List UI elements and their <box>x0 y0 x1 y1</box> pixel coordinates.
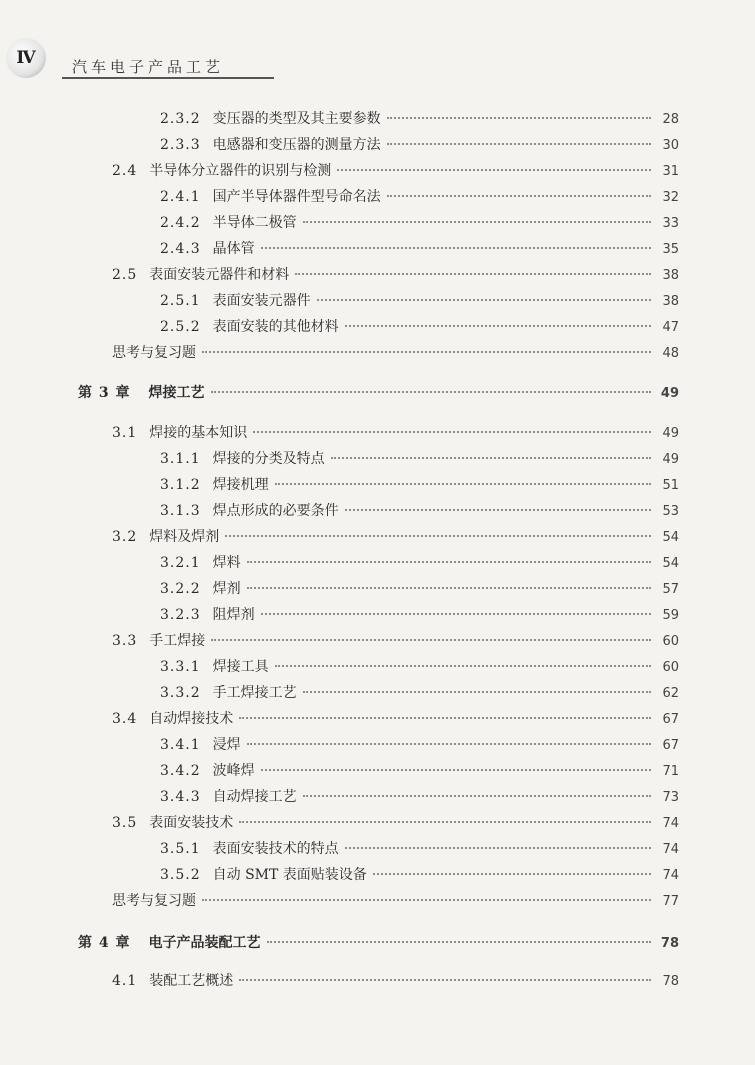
toc-entry-number: 3.5.2 <box>160 867 201 883</box>
toc-entry <box>160 656 679 676</box>
toc-entry <box>160 108 679 128</box>
toc-entry-number: 2.4.1 <box>160 189 201 205</box>
toc-entry-page: 77 <box>662 894 679 909</box>
toc-entry <box>112 422 679 442</box>
toc-entry-number: 3.4.2 <box>160 763 201 779</box>
toc-entry <box>160 786 679 806</box>
toc-entry-number: 2.3.3 <box>160 137 201 153</box>
toc-entry-page: 38 <box>662 268 679 283</box>
toc-entry-title: 自动焊接工艺 <box>212 789 297 805</box>
toc-dot-leader <box>331 457 651 459</box>
toc-dot-leader <box>303 221 651 223</box>
toc-entry-page: 73 <box>662 790 679 805</box>
toc-entry-number: 2.5.2 <box>160 319 201 335</box>
toc-entry-number: 3.5 <box>112 815 138 831</box>
toc-entry <box>160 604 679 624</box>
toc-entry-page: 59 <box>662 608 679 623</box>
toc-entry-number: 第 4 章 <box>78 935 131 951</box>
toc-entry <box>112 264 679 284</box>
toc-dot-leader <box>387 117 651 119</box>
toc-entry <box>160 474 679 494</box>
toc-dot-leader <box>211 639 651 641</box>
toc-entry-page: 74 <box>662 816 679 831</box>
toc-entry-number: 3.2.1 <box>160 555 201 571</box>
toc-dot-leader <box>253 431 651 433</box>
toc-dot-leader <box>337 169 651 171</box>
toc-entry <box>160 186 679 206</box>
toc-entry-page: 47 <box>662 320 679 335</box>
toc-entry-page: 78 <box>660 936 679 951</box>
toc-dot-leader <box>239 717 651 719</box>
toc-entry-title: 表面安装技术 <box>149 815 234 831</box>
toc-entry-title: 阻焊剂 <box>212 607 255 623</box>
toc-entry-number: 2.3.2 <box>160 111 201 127</box>
toc-dot-leader <box>261 769 651 771</box>
toc-entry-number: 3.1.3 <box>160 503 201 519</box>
header-rule <box>62 77 274 79</box>
toc-entry-number: 3.2.3 <box>160 607 201 623</box>
toc-entry-number: 3.2 <box>112 529 138 545</box>
toc-entry-page: 74 <box>662 868 679 883</box>
toc-entry-title: 半导体分立器件的识别与检测 <box>149 163 332 179</box>
toc-entry-number: 3.4 <box>112 711 138 727</box>
toc-entry-page: 51 <box>662 478 679 493</box>
toc-entry <box>160 290 679 310</box>
toc-entry-title: 焊接的分类及特点 <box>212 451 325 467</box>
toc-entry <box>160 448 679 468</box>
toc-entry-number: 2.5.1 <box>160 293 201 309</box>
toc-entry-page: 71 <box>662 764 679 779</box>
toc-dot-leader <box>345 847 651 849</box>
toc-entry <box>160 578 679 598</box>
toc-entry-number: 3.2.2 <box>160 581 201 597</box>
toc-entry-title: 焊料及焊剂 <box>149 529 220 545</box>
toc-dot-leader <box>239 979 651 981</box>
toc-entry-number: 3.1 <box>112 425 138 441</box>
toc-dot-leader <box>387 195 651 197</box>
toc-entry-title: 手工焊接工艺 <box>212 685 297 701</box>
toc-entry <box>160 734 679 754</box>
toc-chapter-entry <box>78 382 679 402</box>
toc-entry-number: 3.3.2 <box>160 685 201 701</box>
toc-entry-page: 53 <box>662 504 679 519</box>
page-number-badge: Ⅳ <box>6 38 46 78</box>
toc-entry-page: 33 <box>662 216 679 231</box>
toc-entry-number: 2.4 <box>112 163 138 179</box>
toc-dot-leader <box>247 587 651 589</box>
toc-entry <box>160 134 679 154</box>
toc-entry <box>112 630 679 650</box>
toc-entry-title: 表面安装元器件和材料 <box>149 267 290 283</box>
toc-entry-title: 波峰焊 <box>212 763 255 779</box>
toc-entry-title: 焊点形成的必要条件 <box>212 503 339 519</box>
toc-entry-page: 28 <box>662 112 679 127</box>
toc-entry-title: 表面安装的其他材料 <box>212 319 339 335</box>
toc-dot-leader <box>303 795 651 797</box>
toc-entry-page: 74 <box>662 842 679 857</box>
toc-dot-leader <box>345 325 651 327</box>
toc-dot-leader <box>317 299 651 301</box>
toc-entry <box>160 500 679 520</box>
toc-entry <box>160 682 679 702</box>
toc-entry-page: 31 <box>662 164 679 179</box>
toc-entry-title: 电子产品装配工艺 <box>148 935 261 951</box>
toc-entry-title: 焊料 <box>212 555 241 571</box>
toc-entry-number: 2.5 <box>112 267 138 283</box>
toc-entry-number: 3.4.1 <box>160 737 201 753</box>
toc-entry-title: 焊接机理 <box>212 477 269 493</box>
toc-entry-page: 57 <box>662 582 679 597</box>
toc-entry-title: 焊接的基本知识 <box>149 425 248 441</box>
toc-entry-number: 3.3 <box>112 633 138 649</box>
toc-entry-title: 思考与复习题 <box>112 345 196 361</box>
toc-entry-number: 4.1 <box>112 973 138 989</box>
toc-entry <box>112 812 679 832</box>
toc-dot-leader <box>275 483 651 485</box>
toc-entry-title: 装配工艺概述 <box>149 973 234 989</box>
toc-dot-leader <box>373 873 651 875</box>
toc-entry-page: 54 <box>662 530 679 545</box>
toc-entry <box>112 970 679 990</box>
toc-entry <box>112 160 679 180</box>
toc-entry-number: 3.5.1 <box>160 841 201 857</box>
toc-dot-leader <box>295 273 651 275</box>
toc-entry-page: 60 <box>662 660 679 675</box>
toc-entry-number: 3.1.1 <box>160 451 201 467</box>
toc-entry-page: 67 <box>662 712 679 727</box>
toc-entry <box>160 760 679 780</box>
toc-entry-number: 第 3 章 <box>78 385 131 401</box>
toc-entry-title: 晶体管 <box>212 241 255 257</box>
toc-chapter-entry <box>78 932 679 952</box>
toc-entry-page: 35 <box>662 242 679 257</box>
running-title: 汽车电子产品工艺 <box>72 58 225 76</box>
toc-entry-page: 48 <box>662 346 679 361</box>
toc-entry-title: 变压器的类型及其主要参数 <box>212 111 381 127</box>
toc-entry-title: 国产半导体器件型号命名法 <box>212 189 381 205</box>
toc-entry-title: 手工焊接 <box>149 633 206 649</box>
toc-dot-leader <box>267 941 652 943</box>
toc-dot-leader <box>202 351 651 353</box>
toc-dot-leader <box>211 391 652 393</box>
toc-entry-title: 自动焊接技术 <box>149 711 234 727</box>
toc-dot-leader <box>345 509 651 511</box>
toc-entry-page: 67 <box>662 738 679 753</box>
toc-entry-title: 自动 SMT 表面贴装设备 <box>212 867 367 883</box>
toc-entry <box>160 212 679 232</box>
toc-dot-leader <box>247 561 651 563</box>
toc-entry <box>112 526 679 546</box>
toc-entry-page: 32 <box>662 190 679 205</box>
toc-entry-title: 半导体二极管 <box>212 215 297 231</box>
toc-entry-page: 30 <box>662 138 679 153</box>
toc-entry-title: 浸焊 <box>212 737 241 753</box>
toc-entry-title: 焊剂 <box>212 581 241 597</box>
toc-entry <box>160 838 679 858</box>
toc-entry-title: 表面安装技术的特点 <box>212 841 339 857</box>
toc-entry-page: 49 <box>662 452 679 467</box>
toc-entry <box>112 708 679 728</box>
toc-entry-number: 2.4.3 <box>160 241 201 257</box>
toc-dot-leader <box>261 613 651 615</box>
toc-dot-leader <box>387 143 651 145</box>
toc-dot-leader <box>202 899 651 901</box>
toc-entry-title: 焊接工具 <box>212 659 269 675</box>
toc-entry-number: 3.4.3 <box>160 789 201 805</box>
toc-entry-page: 49 <box>662 426 679 441</box>
toc-dot-leader <box>275 665 651 667</box>
toc-dot-leader <box>239 821 651 823</box>
toc-entry-title: 思考与复习题 <box>112 893 196 909</box>
toc-entry-page: 49 <box>660 386 679 401</box>
toc-entry <box>160 316 679 336</box>
toc-dot-leader <box>303 691 651 693</box>
toc-entry <box>112 890 679 910</box>
toc-entry-title: 表面安装元器件 <box>212 293 311 309</box>
toc-entry-page: 62 <box>662 686 679 701</box>
toc-dot-leader <box>247 743 651 745</box>
toc-entry-page: 54 <box>662 556 679 571</box>
toc-entry-number: 3.3.1 <box>160 659 201 675</box>
toc-entry <box>160 552 679 572</box>
toc-entry <box>160 864 679 884</box>
toc-dot-leader <box>261 247 651 249</box>
toc-entry-page: 60 <box>662 634 679 649</box>
toc-dot-leader <box>225 535 651 537</box>
toc-entry-page: 38 <box>662 294 679 309</box>
toc-entry-title: 焊接工艺 <box>148 385 205 401</box>
toc-entry-number: 3.1.2 <box>160 477 201 493</box>
toc-entry-page: 78 <box>662 974 679 989</box>
toc-entry <box>112 342 679 362</box>
toc-entry-number: 2.4.2 <box>160 215 201 231</box>
page-header <box>0 0 755 90</box>
toc-entry-title: 电感器和变压器的测量方法 <box>212 137 381 153</box>
toc-entry <box>160 238 679 258</box>
